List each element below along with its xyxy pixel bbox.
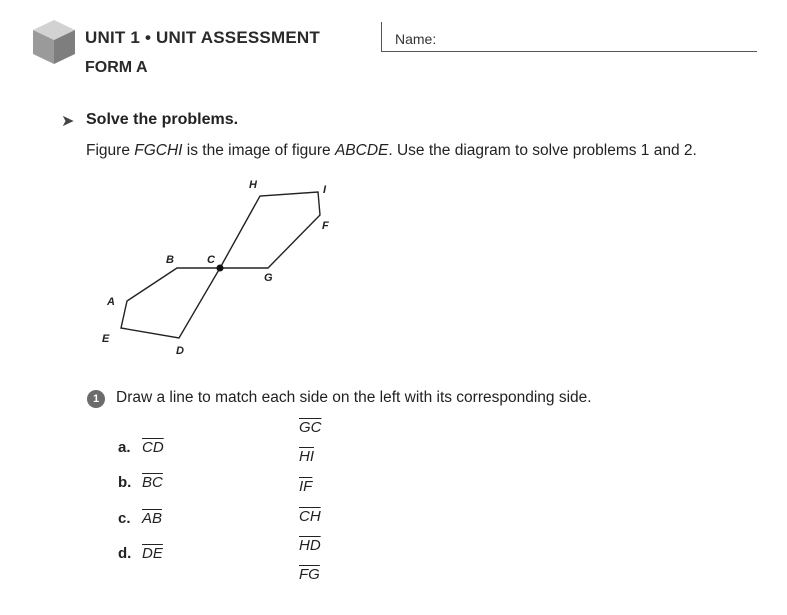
segment-label: $\overline{CD}$ xyxy=(142,439,164,456)
item-letter: a. xyxy=(118,439,131,456)
figure-diagram xyxy=(92,170,352,360)
item-letter: d. xyxy=(118,545,132,562)
left-item-a[interactable] xyxy=(118,439,164,456)
intro-text xyxy=(86,142,697,160)
segment-label: $\overline{AB}$ xyxy=(142,510,163,527)
right-item-gc[interactable]: $\overline{GC}$ xyxy=(299,419,322,436)
intro-figure-fgchi: FGCHI xyxy=(134,142,183,159)
unit-cube-icon xyxy=(30,18,78,66)
section-heading: Solve the problems. xyxy=(86,111,239,128)
right-item-hd[interactable]: $\overline{HD}$ xyxy=(299,537,321,554)
name-label: Name: xyxy=(395,31,437,47)
intro-text-part: is the image of figure xyxy=(182,142,335,159)
right-item-fg[interactable]: $\overline{FG}$ xyxy=(299,566,320,583)
vertex-label-c: C xyxy=(207,254,215,266)
left-item-b[interactable] xyxy=(118,474,163,491)
item-letter: b. xyxy=(118,474,132,491)
segment-label: $\overline{BC}$ xyxy=(142,474,163,491)
right-item-if[interactable]: $\overline{IF}$ xyxy=(299,478,313,495)
vertex-label-e: E xyxy=(102,333,110,345)
name-field-line[interactable] xyxy=(381,51,757,52)
point-c xyxy=(217,265,224,272)
intro-text-part: . Use the diagram to solve problems 1 and 2. xyxy=(388,142,697,159)
vertex-label-a: A xyxy=(107,296,115,308)
intro-text-part: Figure xyxy=(86,142,135,159)
item-letter: c. xyxy=(118,510,131,527)
left-item-c[interactable] xyxy=(118,510,162,527)
vertex-label-f: F xyxy=(322,220,329,232)
header-divider xyxy=(381,22,382,52)
vertex-label-h: H xyxy=(249,179,257,191)
figure-fgchi xyxy=(220,192,320,268)
vertex-label-d: D xyxy=(176,345,184,357)
vertex-label-g: G xyxy=(264,272,273,284)
segment-label: $\overline{DE}$ xyxy=(142,545,163,562)
question-number-badge: 1 xyxy=(87,390,105,408)
arrow-icon: ➤ xyxy=(61,113,75,130)
vertex-label-i: I xyxy=(323,184,327,196)
vertex-label-b: B xyxy=(166,254,174,266)
form-label: FORM A xyxy=(85,59,148,76)
question-text: Draw a line to match each side on the left with its corresponding side. xyxy=(116,389,592,406)
right-item-hi[interactable]: $\overline{HI}$ xyxy=(299,448,314,465)
right-item-ch[interactable]: $\overline{CH}$ xyxy=(299,508,321,525)
intro-figure-abcde: ABCDE xyxy=(334,142,389,159)
left-item-d[interactable] xyxy=(118,545,163,562)
unit-title: UNIT 1 • UNIT ASSESSMENT xyxy=(85,28,320,47)
figure-abcde xyxy=(121,268,220,338)
